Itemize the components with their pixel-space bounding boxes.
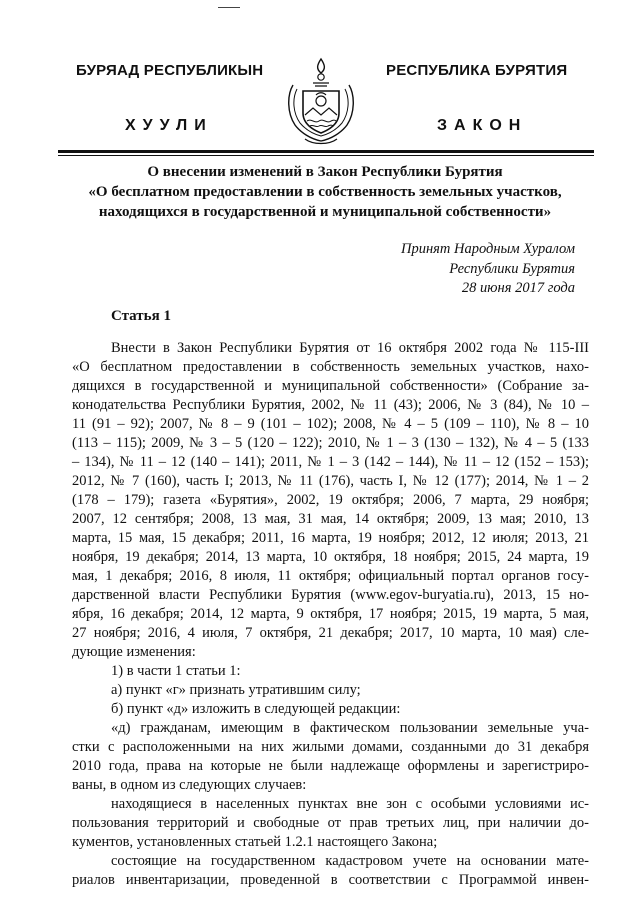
scan-mark [218,7,240,8]
article-heading: Статья 1 [111,308,171,324]
body-line: дарственной власти Республики Бурятия (www.egov-buryatia.ru), 2013, 15 но- [72,587,589,603]
body-line: дящихся в государственной и муниципальной собственности» (Собрание за- [72,378,589,394]
body-line: 11 (91 – 92); 2007, № 8 – 9 (101 – 102); 2008, № 4 – 5 (109 – 110), № 8 – 10 [72,416,589,432]
header-right-subtitle: ЗАКОН [437,117,528,134]
body-line: 2012, № 7 (160), часть I; 2013, № 11 (176), часть I, № 12 (177); 2014, № 1 – 2 [72,473,589,489]
body-line: 2010 года, права на которые не были надлежаще оформлены и зарегистриро- [72,758,589,774]
header-left-title: БУРЯАД РЕСПУБЛИКЫН [76,62,264,79]
adoption-date: 28 июня 2017 года [461,280,575,296]
body-line: – 134), № 11 – 12 (140 – 141); 2011, № 1 – 3 (142 – 144), № 11 – 12 (152 – 153); [72,454,589,470]
body-line: марта, 15 мая, 15 декабря; 2011, 16 марта, 19 ноября; 2012, 12 июля; 2013, 21 [72,530,589,546]
body-line: (178 – 179); газета «Бурятия», 2002, 19 октября; 2006, 7 марта, 29 ноября; [72,492,589,508]
header-rule-thin [58,155,594,156]
body-line: 27 ноября; 2016, 4 июля, 7 октября, 21 декабря; 2017, 10 марта, 10 мая) сле- [72,625,589,641]
body-line: дующие изменения: [72,644,196,660]
body-line: конодательства Республики Бурятия, 2002, № 11 (43); 2006, № 3 (84), № 10 – [72,397,589,413]
body-line: ября, 16 декабря; 2014, 12 марта, 9 октября, 17 ноября; 2015, 19 марта, 5 мая, [72,606,589,622]
body-line: находящиеся в населенных пунктах вне зон с особыми условиями ис- [111,796,589,812]
header-rule-thick [58,150,594,153]
coat-of-arms-icon [283,55,359,147]
adoption-line: Республики Бурятия [449,261,575,277]
list-item: 1) в части 1 статьи 1: [111,663,241,679]
body-line: «д) гражданам, имеющим в фактическом пользовании земельные уча- [111,720,589,736]
header-right-title: РЕСПУБЛИКА БУРЯТИЯ [386,62,568,79]
body-line: кументов, установленных статьей 1.2.1 настоящего Закона; [72,834,438,850]
law-title-line: О внесении изменений в Закон Республики Бурятия [147,164,503,180]
body-line: (113 – 115); 2009, № 3 – 5 (120 – 122); 2010, № 1 – 3 (130 – 132), № 4 – 5 (133 [72,435,589,451]
list-item: б) пункт «д» изложить в следующей редакции: [111,701,401,717]
adoption-line: Принят Народным Хуралом [400,241,575,257]
body-line: 2007, 12 сентября; 2008, 13 мая, 31 мая, 14 октября; 2009, 13 мая; 2010, 13 [72,511,589,527]
body-line: риалов инвентаризации, проведенной в соответствии с Программой инвен- [72,872,589,888]
list-item: а) пункт «г» признать утратившим силу; [111,682,361,698]
body-line: мая, 1 декабря; 2016, 8 июля, 11 октября; официальный портал органов госу- [72,568,589,584]
body-line: ноября, 19 декабря; 2014, 13 марта, 10 октября, 18 ноября; 2015, 24 марта, 19 [72,549,589,565]
law-title-line: находящихся в государственной и муниципальной собственности» [98,204,552,220]
body-line: ваны, в одном из следующих случаев: [72,777,307,793]
law-title-line: «О бесплатном предоставлении в собственность земельных участков, [88,184,562,200]
body-line: состоящие на государственном кадастровом учете на основании мате- [111,853,589,869]
body-line: Внести в Закон Республики Бурятия от 16 октября 2002 года № 115-III [111,340,589,356]
body-line: «О бесплатном предоставлении в собственность земельных участков, нахо- [72,359,589,375]
header-left-subtitle: ХУУЛИ [125,117,213,134]
body-line: пользования территорий и свободные от прав третьих лиц, при наличии до- [72,815,589,831]
body-line: стки с расположенными на них жилыми домами, созданными до 31 декабря [72,739,589,755]
